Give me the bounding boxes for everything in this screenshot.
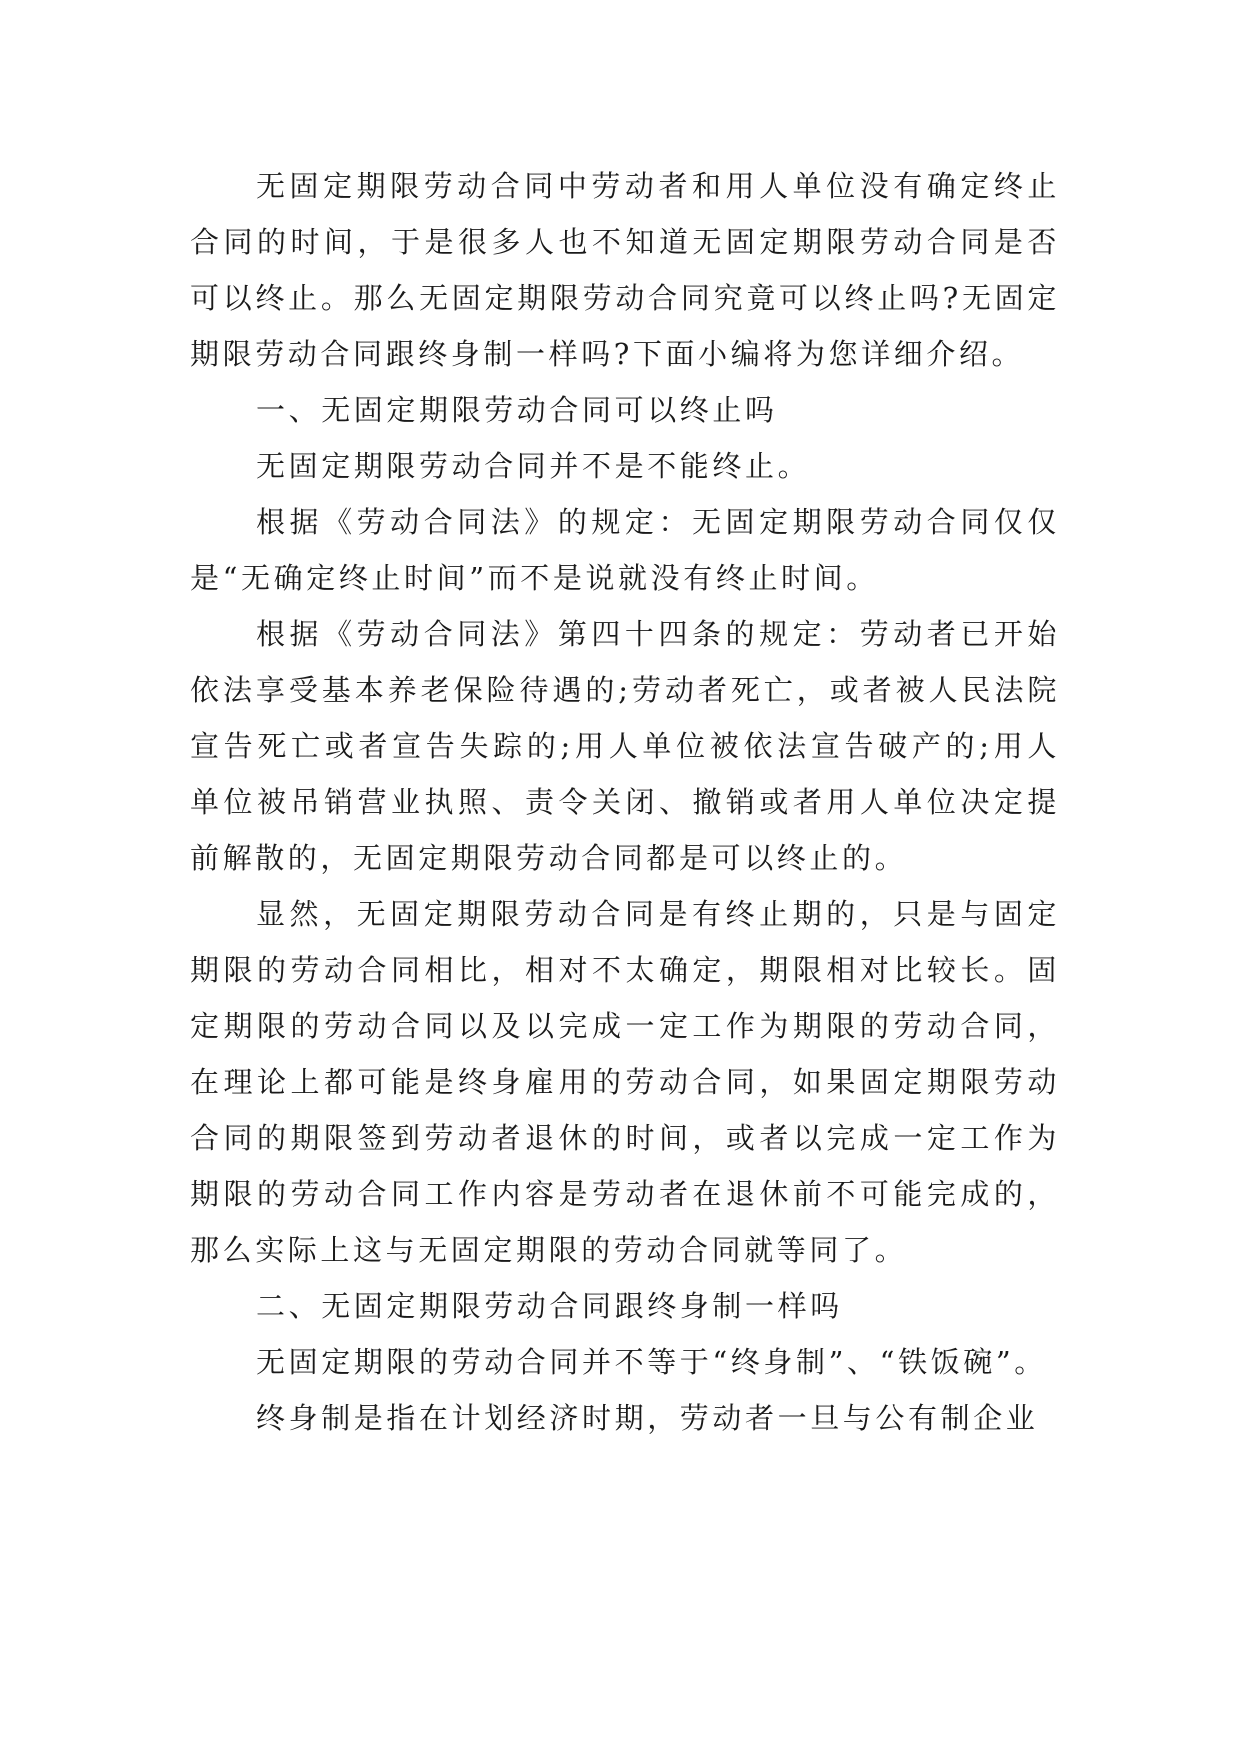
intro-paragraph: 无固定期限劳动合同中劳动者和用人单位没有确定终止合同的时间，于是很多人也不知道无固定期限劳动合同是否可以终止。那么无固定期限劳动合同究竟可以终止吗?无固定期限劳动合同跟终身制一样吗?下面小编将为您详细介绍。 (190, 169, 1060, 371)
document-body (190, 158, 1060, 1446)
paragraph-obviously: 显然，无固定期限劳动合同是有终止期的，只是与固定期限的劳动合同相比，相对不太确定，期限相对比较长。固定期限的劳动合同以及以完成一定工作为期限的劳动合同，在理论上都可能是终身雇用的劳动合同，如果固定期限劳动合同的期限签到劳动者退休的时间，或者以完成一定工作为期限的劳动合同工作内容是劳动者在退休前不可能完成的，那么实际上这与无固定期限的劳动合同就等同了。 (190, 897, 1060, 1267)
paragraph-lifetime-definition: 终身制是指在计划经济时期，劳动者一旦与公有制企业 (256, 1401, 1039, 1435)
paragraph-law-provision: 根据《劳动合同法》的规定：无固定期限劳动合同仅仅是“无确定终止时间”而不是说就没有终止时间。 (190, 505, 1060, 595)
paragraph-not-lifetime: 无固定期限的劳动合同并不等于“终身制”、“铁饭碗”。 (256, 1345, 1047, 1379)
paragraph-can-terminate: 无固定期限劳动合同并不是不能终止。 (256, 449, 811, 483)
section-heading-2: 二、无固定期限劳动合同跟终身制一样吗 (256, 1289, 843, 1323)
section-heading-1: 一、无固定期限劳动合同可以终止吗 (256, 393, 778, 427)
paragraph-article-44: 根据《劳动合同法》第四十四条的规定：劳动者已开始依法享受基本养老保险待遇的;劳动者死亡，或者被人民法院宣告死亡或者宣告失踪的;用人单位被依法宣告破产的;用人单位被吊销营业执照、责令关闭、撤销或者用人单位决定提前解散的，无固定期限劳动合同都是可以终止的。 (190, 617, 1060, 875)
